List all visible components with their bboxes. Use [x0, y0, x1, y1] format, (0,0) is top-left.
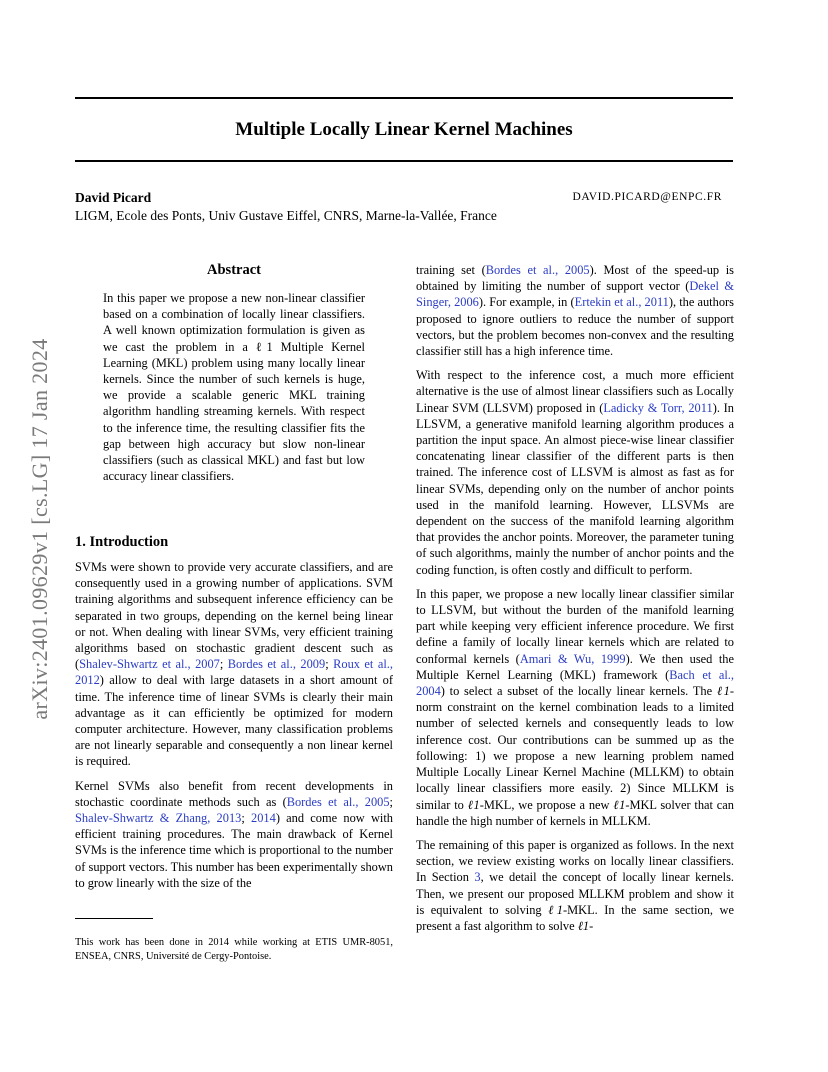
abstract-heading: Abstract	[207, 262, 261, 278]
footnote-rule	[75, 918, 153, 919]
paper-title: Multiple Locally Linear Kernel Machines	[235, 119, 573, 140]
author-affiliation: LIGM, Ecole des Ponts, Univ Gustave Eiffel, CNRS, Marne-la-Vallée, France	[75, 208, 497, 223]
intro-paragraph-1	[75, 559, 393, 770]
introduction-heading: 1. Introduction	[75, 534, 169, 550]
text-run: ). For example, in (	[478, 295, 575, 310]
citation-link[interactable]: Shalev-Shwartz & Zhang, 2013	[75, 811, 242, 826]
author-email: DAVID.PICARD@ENPC.FR	[572, 191, 722, 203]
text-run: -MKL, we propose a new	[479, 797, 614, 812]
math-l1-norm: ℓ1	[467, 797, 480, 812]
math-l1-norm: ℓ1	[716, 684, 730, 699]
section-reference-link[interactable]: 3	[474, 870, 481, 885]
text-run: ;	[325, 657, 334, 672]
text-run: The remaining of this paper is organized as follows. In the next section, we review existing works on locally linear classifiers. In Section	[416, 837, 734, 885]
intro-paragraph-4	[416, 367, 734, 578]
math-l1-norm: ℓ1	[613, 797, 626, 812]
text-run: -norm constraint on the kernel combination leads to a limited number of selected kernels and consequently leads to low inference cost. Our contributions can be summed up as the following: 1) we propose a new learning problem named Multiple Locally Linear Kernel Machine (MLLKM) to obtain locally linear classifiers more easily. 2) Since MLLKM is similar to	[416, 684, 734, 812]
arxiv-identifier: arXiv:2401.09629v1 [cs.LG] 17 Jan 2024	[27, 337, 52, 720]
text-run: ) and come now with efficient training procedures. The main drawback of Kernel SVMs is the inference time which is proportional to the number of support vectors. This number has been experimentally shown to grow linearly with the size of the	[75, 811, 393, 890]
text-run: Kernel SVMs also benefit from recent developments in stochastic coordinate methods such as (	[75, 778, 393, 809]
text-run: With respect to the inference cost, a much more efficient alternative is the use of almost linear classifiers such as Locally Linear SVM (LLSVM) proposed in (	[416, 368, 734, 415]
text-run: ). In LLSVM, a generative manifold learning algorithm produces a partition the input space. An almost piece-wise linear classifier concatenating linear classifier of the different parts is then trained. The inference cost of LLSVM is almost as fast as for linear SVMs, depending only on the number of anchor points used in the manifold learning. However, LLSVMs are dependent on the success of the manifold learning algorithm that provides the anchor points. Moreover, the parameter tuning of such algorithms, mainly the number of anchor points and the coding function, is often costly and difficult to perform.	[416, 400, 734, 577]
text-run: ). Most of the speed-up is obtained by limiting the number of support vector (	[416, 263, 734, 294]
author-name: David Picard	[75, 190, 152, 205]
abstract-text: In this paper we propose a new non-linear classifier based on a combination of locally linear classifiers. A well known optimization formulation is given as we cast the problem in a ℓ1 Multiple Kernel Learning (MKL) problem using many locally linear kernels. Since the number of such kernels is huge, we provide a scalable generic MKL training algorithm handling streaming kernels. With respect to the inference time, the resulting classifier fits the gap between high accuracy but slow non-linear classifiers (such as classical MKL) and fast but low accuracy linear classifiers.	[103, 291, 365, 484]
text-run: -	[589, 918, 594, 933]
text-run: ) allow to deal with large datasets in a short amount of time. The inference time of linear SVMs is clearly their main advantage as it can efficiently be optimized for modern computer architecture. However, many classification problems are not linearly separable and consequently a non linear kernel is required.	[75, 673, 393, 769]
text-run: ;	[241, 811, 252, 826]
left-column	[75, 559, 393, 899]
text-run: SVMs were shown to provide very accurate classifiers, and are consequently used in a growing number of applications. SVM training algorithms and subsequent inference efficiency can be separated in two groups, depending on the kernel being linear or not. When dealing with linear SVMs, very efficient training algorithms based on stochastic gradient descent such as (	[75, 560, 393, 672]
title-bottom-rule	[75, 160, 733, 162]
citation-link[interactable]: Ladicky & Torr, 2011	[603, 400, 713, 415]
math-l1-norm: ℓ1	[577, 918, 590, 933]
text-run: training set (	[416, 263, 486, 277]
text-run: , we detail the concept of locally linear kernels. Then, we present our proposed MLLKM problem and show it is equivalent to solving	[416, 870, 735, 917]
citation-link[interactable]: Bordes et al., 2009	[227, 657, 326, 672]
intro-paragraph-3	[416, 262, 734, 359]
intro-paragraph-2	[75, 778, 393, 891]
text-run: In this paper, we propose a new locally linear classifier similar to LLSVM, but without the burden of the manifold learning part while keeping very efficient inference procedure. We first define a family of locally linear kernels which are related to conformal kernels (	[416, 586, 734, 666]
text-run: ). We then used the Multiple Kernel Learning (MKL) framework (	[416, 651, 734, 682]
footnote-text: This work has been done in 2014 while working at ETIS UMR-8051, ENSEA, CNRS, Université de Cergy-Pontoise.	[75, 937, 393, 962]
citation-link[interactable]: Bordes et al., 2005	[485, 263, 590, 277]
arxiv-sidebar-stamp	[27, 296, 52, 761]
citation-link[interactable]: Shalev-Shwartz et al., 2007	[79, 657, 220, 672]
text-run: ), the authors proposed to ignore outliers to reduce the number of support vectors, but the problem becomes non-convex and the resulting classifier still has a high inference time.	[416, 295, 734, 359]
intro-paragraph-6	[416, 837, 734, 934]
citation-link[interactable]: Amari & Wu, 1999	[519, 651, 626, 666]
citation-link[interactable]: Roux et al., 2012	[75, 657, 393, 688]
text-run: -MKL solver that can handle the high number of kernels in MLLKM.	[416, 797, 734, 828]
citation-link[interactable]: Bordes et al., 2005	[286, 794, 390, 809]
text-run: -MKL. In the same section, we present a fast algorithm to solve	[416, 902, 735, 933]
text-run: ;	[389, 794, 393, 809]
intro-paragraph-5	[416, 586, 734, 829]
citation-link[interactable]: Bach et al., 2004	[416, 667, 734, 699]
math-l1-norm: ℓ1	[548, 902, 563, 917]
citation-link[interactable]: 2014	[251, 811, 276, 826]
citation-link[interactable]: Dekel & Singer, 2006	[416, 279, 734, 310]
citation-link[interactable]: Ertekin et al., 2011	[574, 295, 669, 310]
text-run: ;	[219, 657, 228, 672]
right-column	[416, 262, 734, 942]
text-run: ) to select a subset of the locally linear kernels. The	[440, 684, 717, 699]
top-rule	[75, 97, 733, 99]
